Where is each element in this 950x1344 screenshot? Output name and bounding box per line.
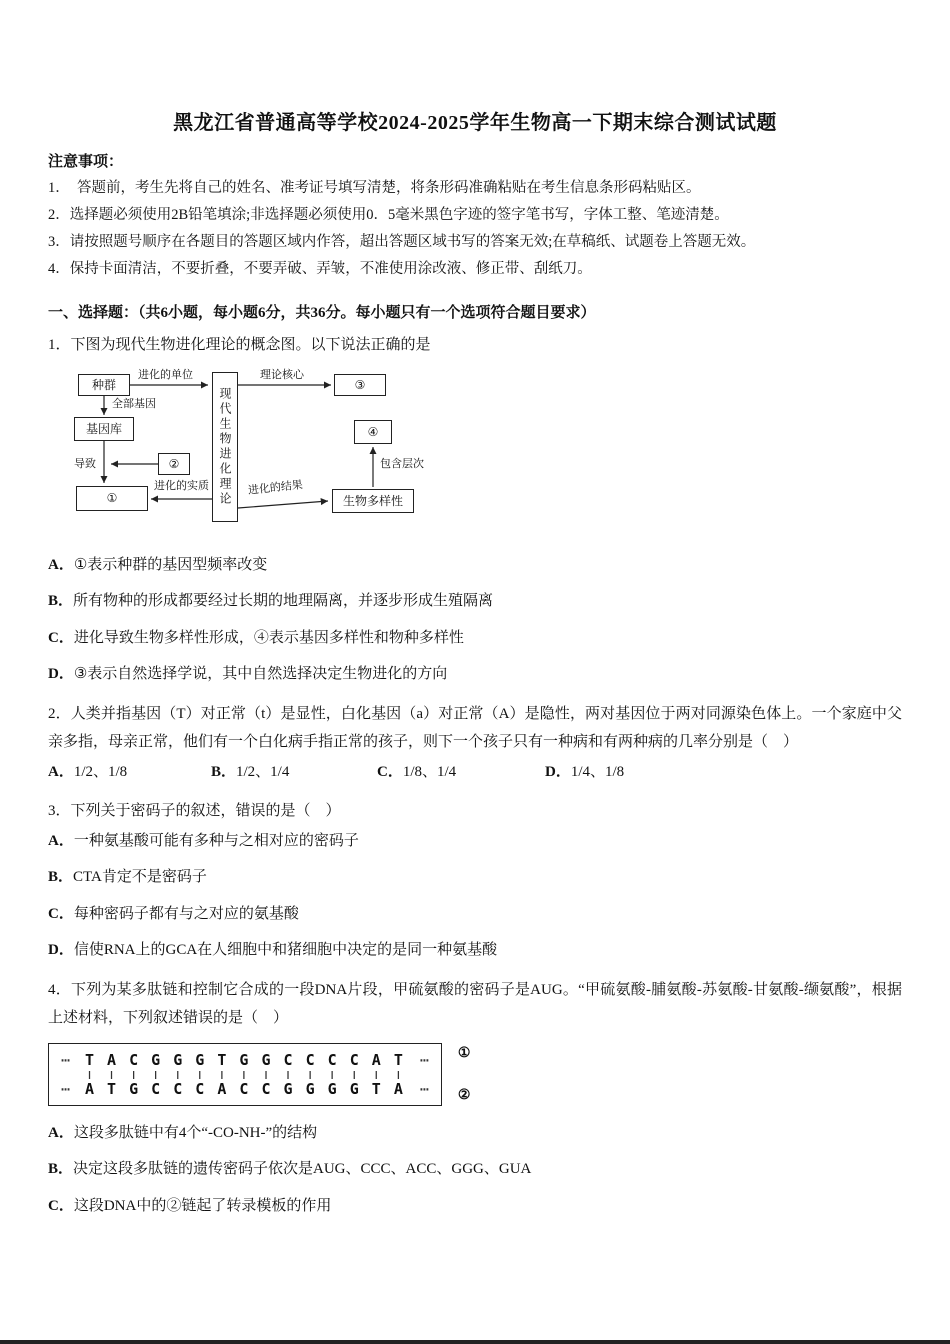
diagram-box-4: ④	[354, 420, 392, 444]
option-letter: B．	[48, 593, 74, 609]
option-text: 所有物种的形成都要经过长期的地理隔离，并逐步形成生殖隔离	[73, 593, 494, 609]
option-text: 这段DNA中的②链起了转录模板的作用	[73, 1197, 332, 1214]
question-3-stem: 3．下列关于密码子的叙述，错误的是（ ）	[48, 803, 341, 819]
option-letter: A．	[48, 763, 74, 780]
dna-edge-dashes: ⋯	[419, 1079, 429, 1098]
option-letter: C．	[48, 1197, 74, 1214]
notice-block	[48, 149, 902, 283]
option-text: 1/8、1/4	[402, 763, 457, 780]
diagram-box-gene-pool: 基因库	[74, 417, 134, 441]
question-4-stem: 4．下列为某多肽链和控制它合成的一段DNA片段，甲硫氨酸的密码子是AUG。“甲硫氨酸-脯氨酸-苏氨酸-甘氨酸-缬氨酸”，根据上述材料，下列叙述错误的是（ ）	[48, 981, 902, 1026]
option-letter: A．	[48, 1124, 74, 1141]
q4-option-c	[48, 1195, 902, 1218]
diagram-box-population: 种群	[78, 374, 130, 396]
q4-option-a	[48, 1122, 902, 1145]
q2-option-b	[211, 761, 377, 784]
dna-edge-dashes: ⋯	[419, 1050, 429, 1069]
diagram-box-1: ①	[76, 486, 148, 511]
option-text: 决定这段多肽链的遗传密码子依次是AUG、CCC、ACC、GGG、GUA	[73, 1161, 532, 1177]
diagram-label-theory-core: 理论核心	[260, 368, 304, 381]
q1-concept-diagram	[62, 368, 522, 538]
notice-item-2: 2．选择题必须使用2B铅笔填涂;非选择题必须使用0．5毫米黑色字迹的签字笔书写，字体工整、笔迹清楚。	[48, 207, 729, 223]
option-text: 1/2、1/4	[236, 763, 290, 780]
diagram-label-evolution-unit: 进化的单位	[138, 368, 193, 381]
diagram-label-all-genes: 全部基因	[112, 397, 156, 410]
question-2-stem: 2．人类并指基因（T）对正常（t）是显性，白化基因（a）对正常（A）是隐性，两对基因位于两对同源染色体上。一个家庭中父亲多指，母亲正常，他们有一个白化病手指正常的孩子，则下一个孩子只有一种病和有两种病的几率分别是（ ）	[48, 705, 902, 750]
question-4	[48, 976, 902, 1218]
page-title: 黑龙江省普通高等学校2024-2025学年生物高一下期末综合测试试题	[173, 112, 777, 134]
notice-header: 注意事项：	[48, 154, 124, 170]
question-1-stem: 1．下图为现代生物进化理论的概念图。以下说法正确的是	[48, 337, 431, 353]
dna-strand-1-row	[61, 1050, 429, 1070]
option-letter: D．	[48, 942, 74, 958]
q1-option-b	[48, 590, 902, 613]
q1-option-a	[48, 554, 902, 577]
notice-item-3: 3．请按照题号顺序在各题目的答题区域内作答，超出答题区域书写的答案无效;在草稿纸、试题卷上答题无效。	[48, 234, 756, 250]
option-letter: B．	[48, 869, 74, 885]
dna-sequence-box	[48, 1043, 442, 1106]
dna-strand-labels	[458, 1043, 471, 1106]
q4-options	[48, 1122, 902, 1218]
q3-option-c	[48, 903, 902, 926]
option-letter: B．	[48, 1161, 74, 1177]
q1-option-c	[48, 627, 902, 650]
dna-strand-2: A T G C C C A C C G G G G T A	[85, 1079, 405, 1098]
q3-options	[48, 830, 902, 962]
section-header: 一、选择题：（共6小题，每小题6分，共36分。每小题只有一个选项符合题目要求）	[48, 305, 596, 321]
option-text: 1/2、1/8	[73, 763, 128, 780]
q1-option-d	[48, 663, 902, 686]
notice-item-4: 4．保持卡面清洁，不要折叠，不要弄破、弄皱，不准使用涂改液、修正带、刮纸刀。	[48, 261, 592, 277]
option-text: ①表示种群的基因型频率改变	[73, 556, 268, 573]
diagram-box-3: ③	[334, 374, 386, 396]
option-text: CTA肯定不是密码子	[73, 869, 207, 885]
dna-strand-2-row	[61, 1079, 429, 1099]
option-letter: C．	[48, 905, 74, 922]
option-text: ③表示自然选择学说，其中自然选择决定生物进化的方向	[73, 666, 448, 682]
dna-strand-1-label: ①	[457, 1045, 471, 1061]
dna-strand-1: T A C G G G T G G C C C C A T	[85, 1050, 405, 1069]
option-letter: A．	[48, 556, 74, 573]
question-3	[48, 797, 902, 962]
page-bottom-edge	[0, 1340, 950, 1344]
q2-option-c	[377, 761, 545, 784]
diagram-box-theory: 现代生物进化理论	[212, 372, 238, 522]
dna-edge-dashes: ⋯	[61, 1050, 71, 1069]
question-2	[48, 700, 902, 784]
option-letter: C．	[377, 763, 403, 780]
option-letter: D．	[545, 763, 571, 780]
diagram-label-cause: 导致	[74, 457, 96, 470]
option-text: 信使RNA上的GCA在人细胞中和猪细胞中决定的是同一种氨基酸	[73, 942, 498, 958]
diagram-box-2: ②	[158, 453, 190, 475]
q3-option-b	[48, 866, 902, 889]
option-letter: D．	[48, 666, 74, 682]
q3-option-a	[48, 830, 902, 853]
question-1	[48, 331, 902, 686]
q2-option-a	[48, 761, 211, 784]
q1-options	[48, 554, 902, 686]
diagram-box-biodiversity: 生物多样性	[332, 489, 414, 513]
option-letter: B．	[211, 763, 237, 780]
option-text: 进化导致生物多样性形成，④表示基因多样性和物种多样性	[73, 629, 464, 646]
option-text: 每种密码子都有与之对应的氨基酸	[73, 905, 299, 922]
option-text: 这段多肽链中有4个“-CO-NH-”的结构	[73, 1124, 318, 1141]
diagram-label-contained-levels: 包含层次	[380, 457, 424, 470]
option-text: 1/4、1/8	[570, 763, 625, 780]
q4-option-b	[48, 1158, 902, 1181]
q2-option-d	[545, 761, 624, 784]
dna-strand-2-label: ②	[457, 1087, 471, 1103]
dna-base-pair-ticks: | | | | | | | | | | | | | | |	[85, 1068, 405, 1079]
option-letter: A．	[48, 832, 74, 849]
diagram-label-evolution-essence: 进化的实质	[154, 479, 209, 492]
notice-item-1: 1． 答题前，考生先将自己的姓名、准考证号填写清楚，将条形码准确粘贴在考生信息条形码粘贴区。	[48, 180, 701, 196]
q4-dna-figure	[48, 1043, 902, 1106]
q2-options	[48, 761, 902, 784]
dna-edge-dashes: ⋯	[61, 1079, 71, 1098]
diagram-arrows	[62, 368, 522, 538]
diagram-label-evolution-result: 进化的结果	[247, 478, 304, 497]
q3-option-d	[48, 939, 902, 962]
option-letter: C．	[48, 629, 74, 646]
option-text: 一种氨基酸可能有多种与之相对应的密码子	[73, 832, 359, 849]
